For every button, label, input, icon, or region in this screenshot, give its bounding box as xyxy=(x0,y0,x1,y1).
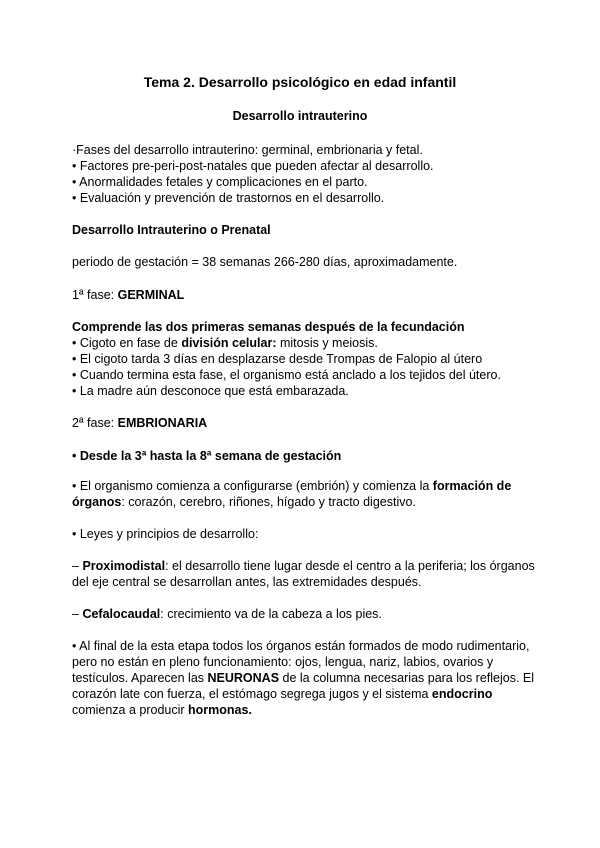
phase1-bullet: • El cigoto tarda 3 días en desplazarse desde Trompas de Falopio al útero xyxy=(72,352,483,366)
page-title: Tema 2. Desarrollo psicológico en edad infantil xyxy=(143,74,457,90)
phase1-heading: Comprende las dos primeras semanas después de la fecundación xyxy=(72,320,465,334)
gestation-line: periodo de gestación = 38 semanas 266-280 días, aproximadamente. xyxy=(72,255,458,269)
phase2-title xyxy=(72,415,207,431)
phase2-paragraph xyxy=(72,558,535,574)
phase2-paragraph xyxy=(72,606,382,622)
phase2-paragraph xyxy=(72,670,534,686)
paragraph-bold: órganos xyxy=(72,495,122,509)
paragraph-bold: Proximodistal xyxy=(82,559,166,573)
paragraph-text: : el desarrollo tiene lugar desde el centro a la periferia; los órganos xyxy=(165,559,535,573)
phase1-name: GERMINAL xyxy=(117,288,185,302)
phase2-paragraph: • Leyes y principios de desarrollo: xyxy=(72,527,259,541)
phase2-paragraph xyxy=(72,702,252,718)
paragraph-bold: NEURONAS xyxy=(207,671,280,685)
phase2-paragraph: • Al final de la esta etapa todos los órganos están formados de modo rudimentario, xyxy=(72,639,530,653)
intro-list-item: • Evaluación y prevención de trastornos en el desarrollo. xyxy=(72,191,385,205)
phase2-prefix: 2ª fase: xyxy=(72,416,118,430)
paragraph-bold: Cefalocaudal xyxy=(82,607,161,621)
paragraph-bold: endocrino xyxy=(431,687,493,701)
paragraph-text: : corazón, cerebro, riñones, hígado y tracto digestivo. xyxy=(121,495,416,509)
paragraph-text: testículos. Aparecen las xyxy=(72,671,208,685)
phase2-paragraph: pero no están en pleno funcionamiento: ojos, lengua, nariz, labios, ovarios y xyxy=(72,655,494,669)
phase2-paragraph: del eje central se desarrollan antes, las extremidades después. xyxy=(72,575,422,589)
dash: – xyxy=(72,607,83,621)
phase1-prefix: 1ª fase: xyxy=(72,288,118,302)
section-heading: Desarrollo Intrauterino o Prenatal xyxy=(72,223,271,237)
phase2-paragraph xyxy=(72,686,492,702)
phase1-title xyxy=(72,287,184,303)
paragraph-text: : crecimiento va de la cabeza a los pies. xyxy=(160,607,382,621)
paragraph-text: corazón late con fuerza, el estómago segrega jugos y el sistema xyxy=(72,687,432,701)
paragraph-text: • El organismo comienza a configurarse (embrión) y comienza la xyxy=(72,479,433,493)
intro-list-item: • Factores pre-peri-post-natales que pueden afectar al desarrollo. xyxy=(72,159,434,173)
paragraph-bold: formación de xyxy=(432,479,512,493)
paragraph-text: de la columna necesarias para los reflejos. El xyxy=(279,671,535,685)
phase1-bullet: • Cuando termina esta fase, el organismo está anclado a los tejidos del útero. xyxy=(72,368,501,382)
phase2-heading: • Desde la 3ª hasta la 8ª semana de gestación xyxy=(72,449,342,463)
phase2-paragraph xyxy=(72,478,511,494)
dash: – xyxy=(72,559,83,573)
intro-list-item: ·Fases del desarrollo intrauterino: germinal, embrionaria y fetal. xyxy=(72,143,423,157)
phase1-bullet: • La madre aún desconoce que está embarazada. xyxy=(72,384,349,398)
phase1-bullet-bold: división celular: xyxy=(181,336,277,350)
phase2-name: EMBRIONARIA xyxy=(117,416,208,430)
phase1-bullet xyxy=(72,335,378,351)
paragraph-text: comienza a producir xyxy=(72,703,189,717)
intro-list-item: • Anormalidades fetales y complicaciones en el parto. xyxy=(72,175,368,189)
phase2-paragraph xyxy=(72,494,416,510)
phase1-bullet-text: • Cigoto en fase de xyxy=(72,336,182,350)
paragraph-bold: hormonas. xyxy=(188,703,252,717)
page-subtitle: Desarrollo intrauterino xyxy=(232,109,368,123)
phase1-bullet-text: mitosis y meiosis. xyxy=(276,336,378,350)
